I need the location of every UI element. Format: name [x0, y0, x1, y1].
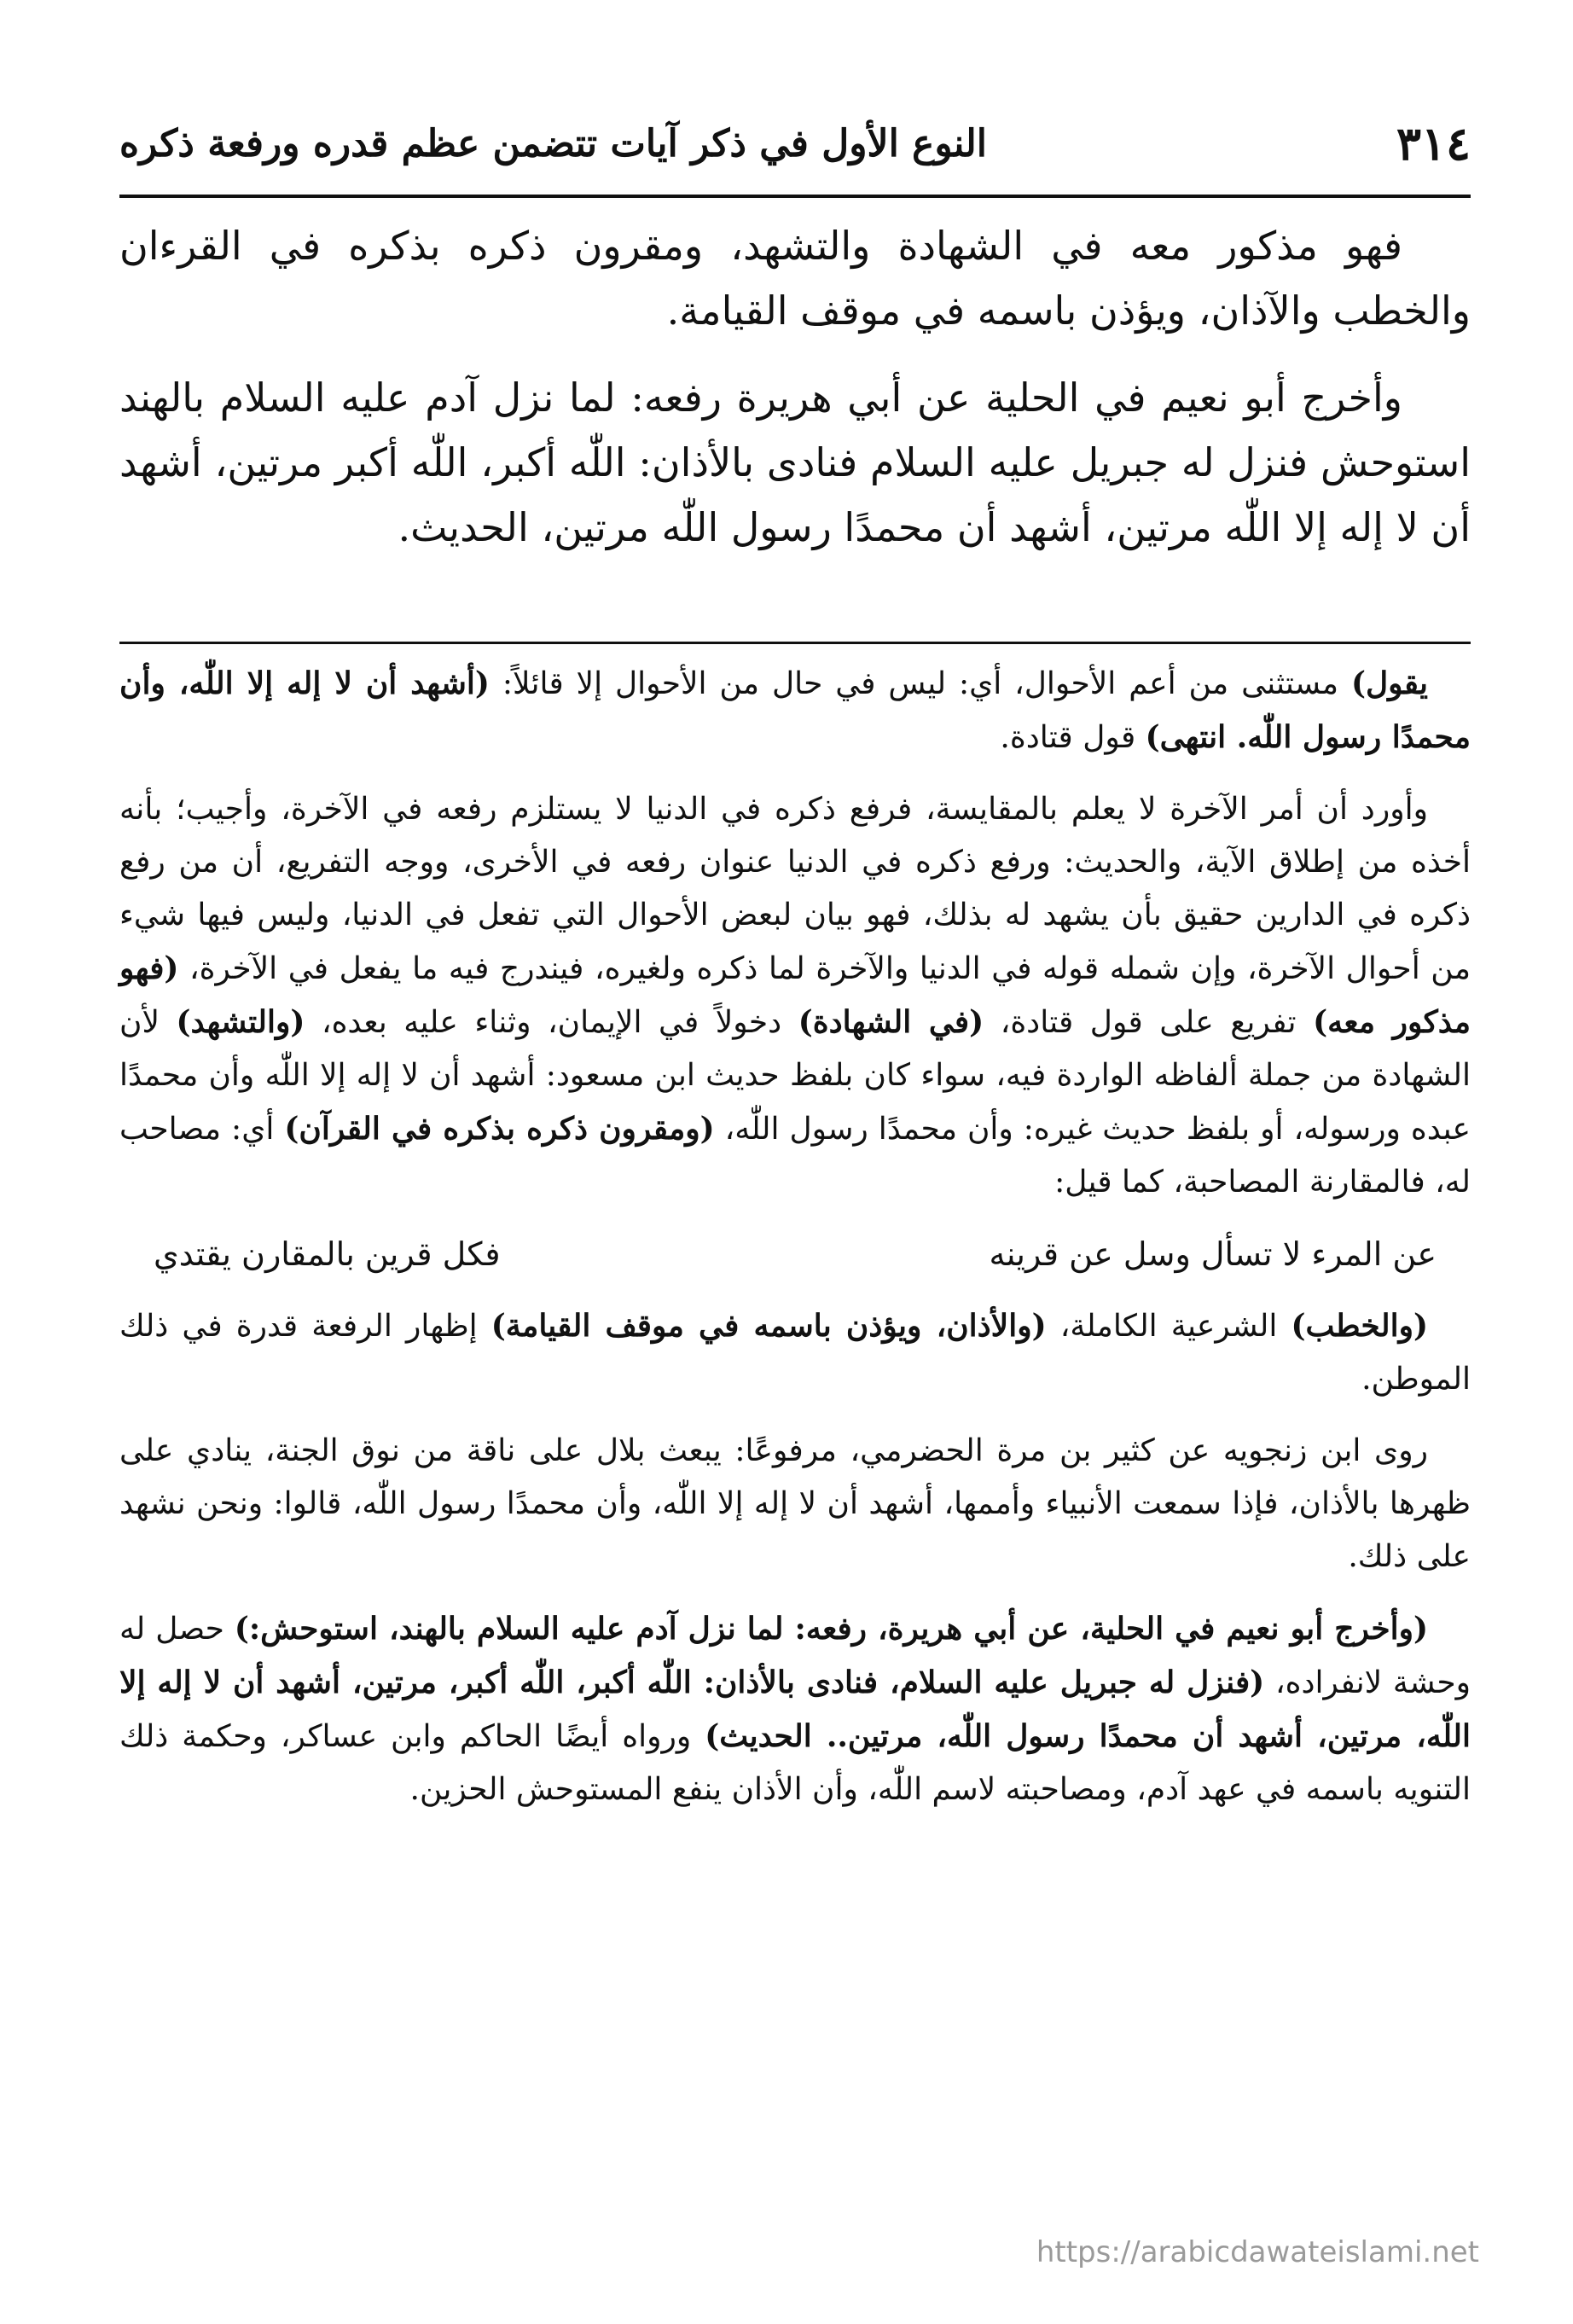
bold-lemma: (والأذان، ويؤذن باسمه في موقف القيامة)	[490, 1308, 1047, 1344]
footnote-divider	[119, 642, 1471, 644]
poem-hemistich-2: فكل قرين بالمقارن يقتدي	[154, 1235, 501, 1273]
bold-lemma: (والتشهد)	[176, 1004, 305, 1040]
main-paragraph-2: وأخرج أبو نعيم في الحلية عن أبي هريرة رفعه: لما نزل آدم عليه السلام بالهند استوحش فنزل له جبريل عليه السلام فنادى بالأذان: اللّٰه أكبر، اللّٰه أكبر مرتين، أشهد أن لا إله إلا اللّٰه مرتين، أشهد أن محمدًا رسول اللّٰه مرتين، الحديث.	[119, 375, 1471, 550]
commentary-paragraph-2	[119, 783, 1471, 1209]
commentary-text: مستثنى من أعم الأحوال، أي: ليس في حال من الأحوال إلا قائلاً:	[489, 666, 1351, 701]
bold-lemma: (ومقرون ذكره بذكره في القرآن)	[284, 1111, 715, 1147]
commentary-paragraph-1	[119, 657, 1471, 764]
bold-lemma: (فنزل له جبريل عليه السلام، فنادى بالأذان: اللّٰه أكبر، اللّٰه أكبر، مرتين، أشهد أن لا إله إلا اللّٰه، مرتين، أشهد أن محمدًا رسول اللّٰه، مرتين.. الحديث)	[119, 1665, 1471, 1754]
bold-lemma: (في الشهادة)	[798, 1004, 984, 1040]
bold-lemma: (وأخرج أبو نعيم في الحلية، عن أبي هريرة، رفعه: لما نزل آدم عليه السلام بالهند، استوحش:)	[234, 1611, 1428, 1647]
watermark-url: https://arabicdawateislami.net	[1036, 2235, 1479, 2269]
commentary-text: قول قتادة.	[1000, 720, 1146, 755]
commentary-text: تفريع على قول قتادة،	[984, 1005, 1314, 1040]
bold-lemma: (والخطب)	[1291, 1308, 1428, 1344]
main-paragraph-1: فهو مذكور معه في الشهادة والتشهد، ومقرون ذكره بذكره في القرءان والخطب والآذان، ويؤذن باسمه في موقف القيامة.	[119, 223, 1471, 334]
commentary-text: وأورد أن أمر الآخرة لا يعلم بالمقايسة، فرفع ذكره في الدنيا لا يستلزم رفعه في الآخرة، وأجيب؛ بأنه أخذه من إطلاق الآية، والحديث: ورفع ذكره في الدنيا عنوان رفعه في الأخرى، ووجه التفريع، أن من رفع ذكره في الدارين حقيق بأن يشهد له بذلك، فهو بيان لبعض الأحوال التي تفعل في الدنيا، وليس فيها شيء من أحوال الآخرة، وإن شمله قوله في الدنيا والآخرة لما ذكره ولغيره، فيندرج فيه ما يفعل في الآخرة،	[119, 792, 1471, 986]
page-number: ٣١٤	[1396, 116, 1471, 171]
commentary	[119, 657, 1471, 1835]
commentary-paragraph-5	[119, 1602, 1471, 1816]
commentary-text: إظهار الرفعة قدرة في ذلك الموطن.	[119, 1309, 1471, 1397]
commentary-paragraph-4: روى ابن زنجويه عن كثير بن مرة الحضرمي، مرفوعًا: يبعث بلال على ناقة من نوق الجنة، ينادي على ظهرها بالأذان، فإذا سمعت الأنبياء وأممها، أشهد أن لا إله إلا اللّٰه، وأن محمدًا رسول اللّٰه، قالوا: ونحن نشهد على ذلك.	[119, 1433, 1471, 1574]
bold-lemma: يقول)	[1350, 665, 1429, 701]
header-rule	[119, 195, 1471, 198]
poem-verse	[119, 1228, 1471, 1281]
page-header	[119, 101, 1471, 186]
commentary-paragraph-3	[119, 1299, 1471, 1406]
poem-hemistich-1: عن المرء لا تسأل وسل عن قرينه	[989, 1235, 1437, 1273]
running-title: النوع الأول في ذكر آيات تتضمن عظم قدره ورفعة ذكره	[119, 121, 988, 166]
commentary-text: حصل له وحشة لانفراده،	[119, 1612, 1471, 1700]
main-text	[119, 213, 1471, 582]
commentary-text: لأن الشهادة من جملة ألفاظه الواردة فيه، سواء كان بلفظ حديث ابن مسعود: أشهد أن لا إله إلا اللّٰه وأن محمدًا عبده ورسوله، أو بلفظ حديث غيره: وأن محمدًا رسول اللّٰه،	[119, 1005, 1471, 1147]
commentary-text: دخولاً في الإيمان، وثناء عليه بعده،	[305, 1005, 798, 1040]
bold-lemma: (أشهد أن لا إله إلا اللّٰه، وأن محمدًا رسول اللّٰه. انتهى)	[119, 665, 1471, 755]
commentary-text: ورواه أيضًا الحاكم وابن عساكر، وحكمة ذلك التنويه باسمه في عهد آدم، ومصاحبته لاسم اللّٰه، وأن الأذان ينفع المستوحش الحزين.	[119, 1719, 1471, 1807]
commentary-text: أي: مصاحب له، فالمقارنة المصاحبة، كما قيل:	[119, 1112, 1471, 1200]
commentary-text: الشرعية الكاملة،	[1046, 1309, 1291, 1344]
bold-lemma: (فهو مذكور معه)	[119, 950, 1471, 1040]
